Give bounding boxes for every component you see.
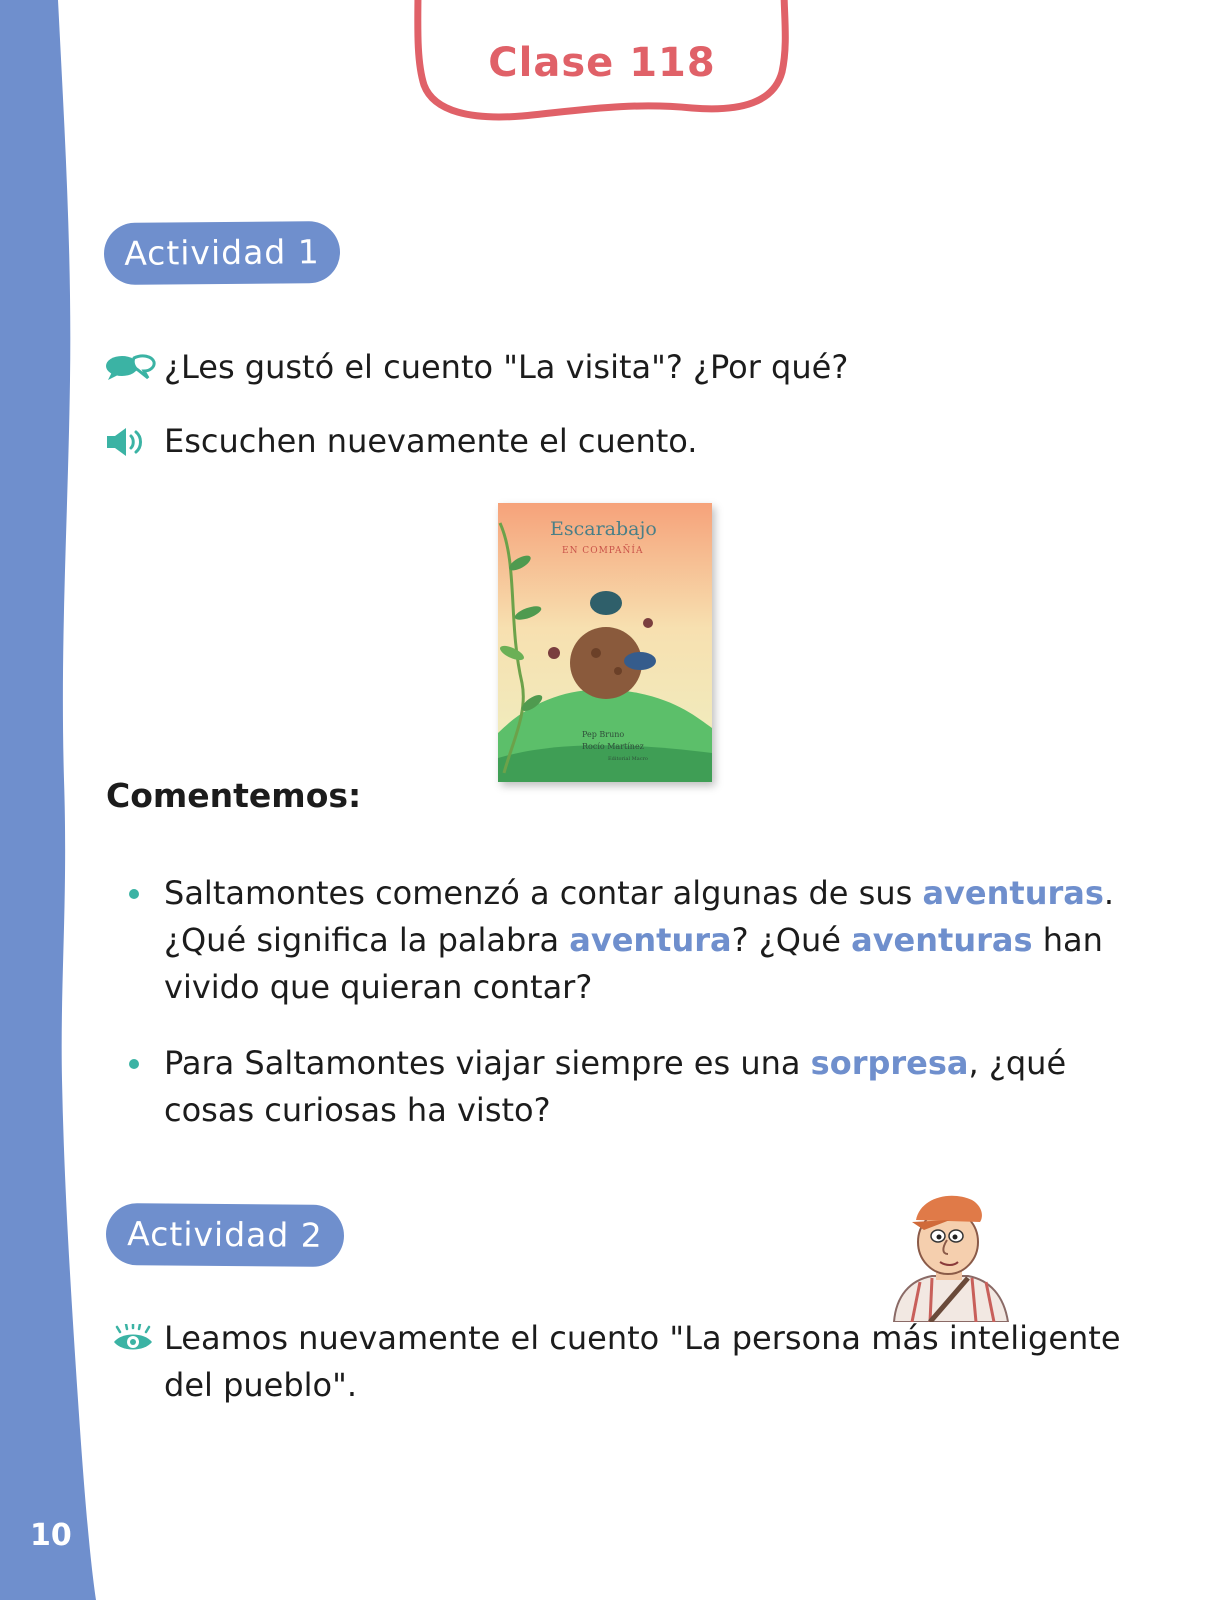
page-number: 10 bbox=[30, 1518, 72, 1553]
page-title: Clase 118 bbox=[488, 40, 716, 86]
listen-line: Escuchen nuevamente el cuento. bbox=[164, 422, 698, 460]
bullet-dot bbox=[129, 1059, 139, 1069]
side-band bbox=[0, 0, 110, 1600]
section-heading: Comentemos: bbox=[106, 776, 362, 815]
book-authors bbox=[582, 729, 644, 753]
bullet-1-line-1: Saltamontes comenzó a contar algunas de sus aventuras. bbox=[164, 874, 1115, 912]
talk-icon bbox=[104, 352, 156, 382]
talk-line: ¿Les gustó el cuento "La visita"? ¿Por qué? bbox=[164, 348, 849, 386]
book-author: Pep Bruno bbox=[582, 730, 625, 739]
highlight-word: sorpresa bbox=[810, 1044, 969, 1082]
bullet-2-line-1: Para Saltamontes viajar siempre es una sorpresa, ¿qué bbox=[164, 1044, 1067, 1082]
speaker-icon bbox=[106, 426, 146, 458]
eye-icon bbox=[112, 1324, 154, 1352]
highlight-word: aventuras bbox=[851, 921, 1033, 959]
bullet-1-line-2: ¿Qué significa la palabra aventura? ¿Qué aventuras han bbox=[164, 921, 1103, 959]
book-author: Rocío Martínez bbox=[582, 742, 644, 751]
bullet-1-line-3: vivido que quieran contar? bbox=[164, 968, 593, 1006]
read-line-1: Leamos nuevamente el cuento "La persona más inteligente bbox=[164, 1319, 1121, 1357]
bullet-dot bbox=[129, 889, 139, 899]
man-illustration bbox=[850, 1186, 1036, 1322]
book-cover bbox=[498, 503, 712, 782]
activity-2-badge: Actividad 2 bbox=[106, 1203, 345, 1267]
book-title: Escarabajo bbox=[550, 518, 657, 540]
highlight-word: aventura bbox=[569, 921, 732, 959]
book-subtitle: EN COMPAÑÍA bbox=[562, 546, 644, 556]
book-publisher: Editorial Macro bbox=[608, 756, 648, 762]
bullet-2-line-2: cosas curiosas ha visto? bbox=[164, 1091, 551, 1129]
highlight-word: aventuras bbox=[922, 874, 1104, 912]
activity-1-badge: Actividad 1 bbox=[104, 221, 341, 285]
read-line-2: del pueblo". bbox=[164, 1366, 358, 1404]
